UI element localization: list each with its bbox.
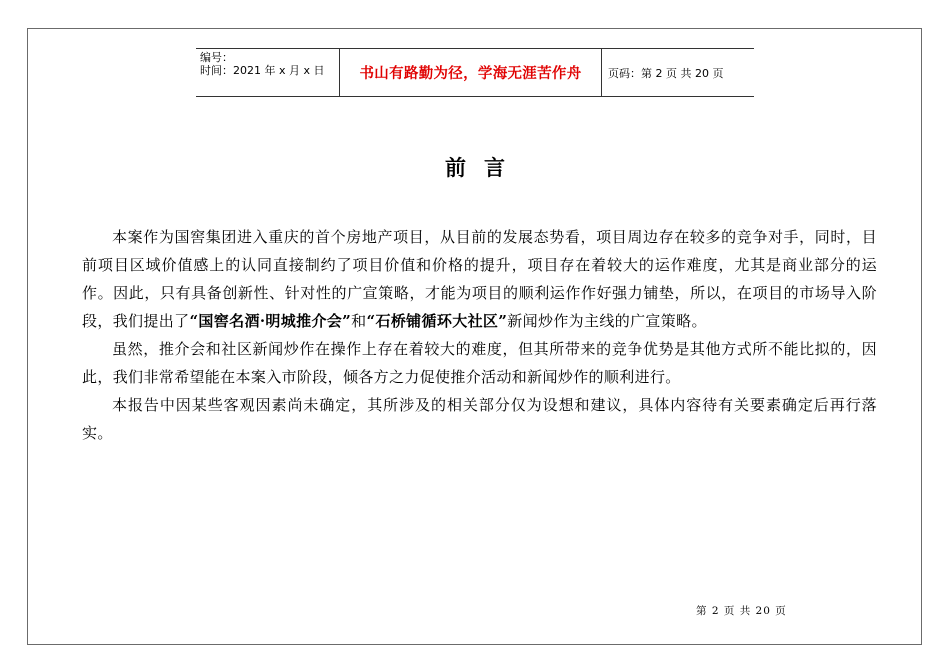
paragraph-2: 虽然，推介会和社区新闻炒作在操作上存在着较大的难度，但其所带来的竞争优势是其他方式所不能比拟的，因此，我们非常希望能在本案入市阶段，倾各方之力促使推介活动和新闻炒作的顺利进行。 <box>82 340 877 386</box>
page-footer: 第 2 页 共 20 页 <box>696 605 787 617</box>
doc-time-label: 时间：2021 年 x 月 x 日 <box>200 64 325 77</box>
doc-number-label: 编号： <box>200 51 233 64</box>
header-slogan: 书山有路勤为径，学海无涯苦作舟 <box>339 49 602 96</box>
paragraph-1: 本案作为国窖集团进入重庆的首个房地产项目，从目前的发展态势看，项目周边存在较多的竞争对手，同时，目前项目区域价值感上的认同直接制约了项目价值和价格的提升，项目存在着较大的运作难度，尤其是商业部分的运作。因此，只有具备创新性、针对性的广宣策略，才能为项目的顺利运作作好强力铺垫，所以，在项目的市场导入阶段，我们提出了“国窖名酒·明城推介会”和“石桥铺循环大社区”新闻炒作为主线的广宣策略。 <box>82 228 877 330</box>
page-title: 前言 <box>445 155 523 180</box>
header-meta-cell <box>196 49 339 96</box>
body-text <box>82 223 877 447</box>
highlight-community: “石桥铺循环大社区” <box>366 312 508 330</box>
paragraph-3: 本报告中因某些客观因素尚未确定，其所涉及的相关部分仅为设想和建议，具体内容待有关要素确定后再行落实。 <box>82 396 877 442</box>
header-page-info: 页码：第 2 页 共 20 页 <box>608 66 724 80</box>
highlight-launch-event: “国窖名酒·明城推介会” <box>189 312 352 330</box>
document-header <box>196 48 754 97</box>
